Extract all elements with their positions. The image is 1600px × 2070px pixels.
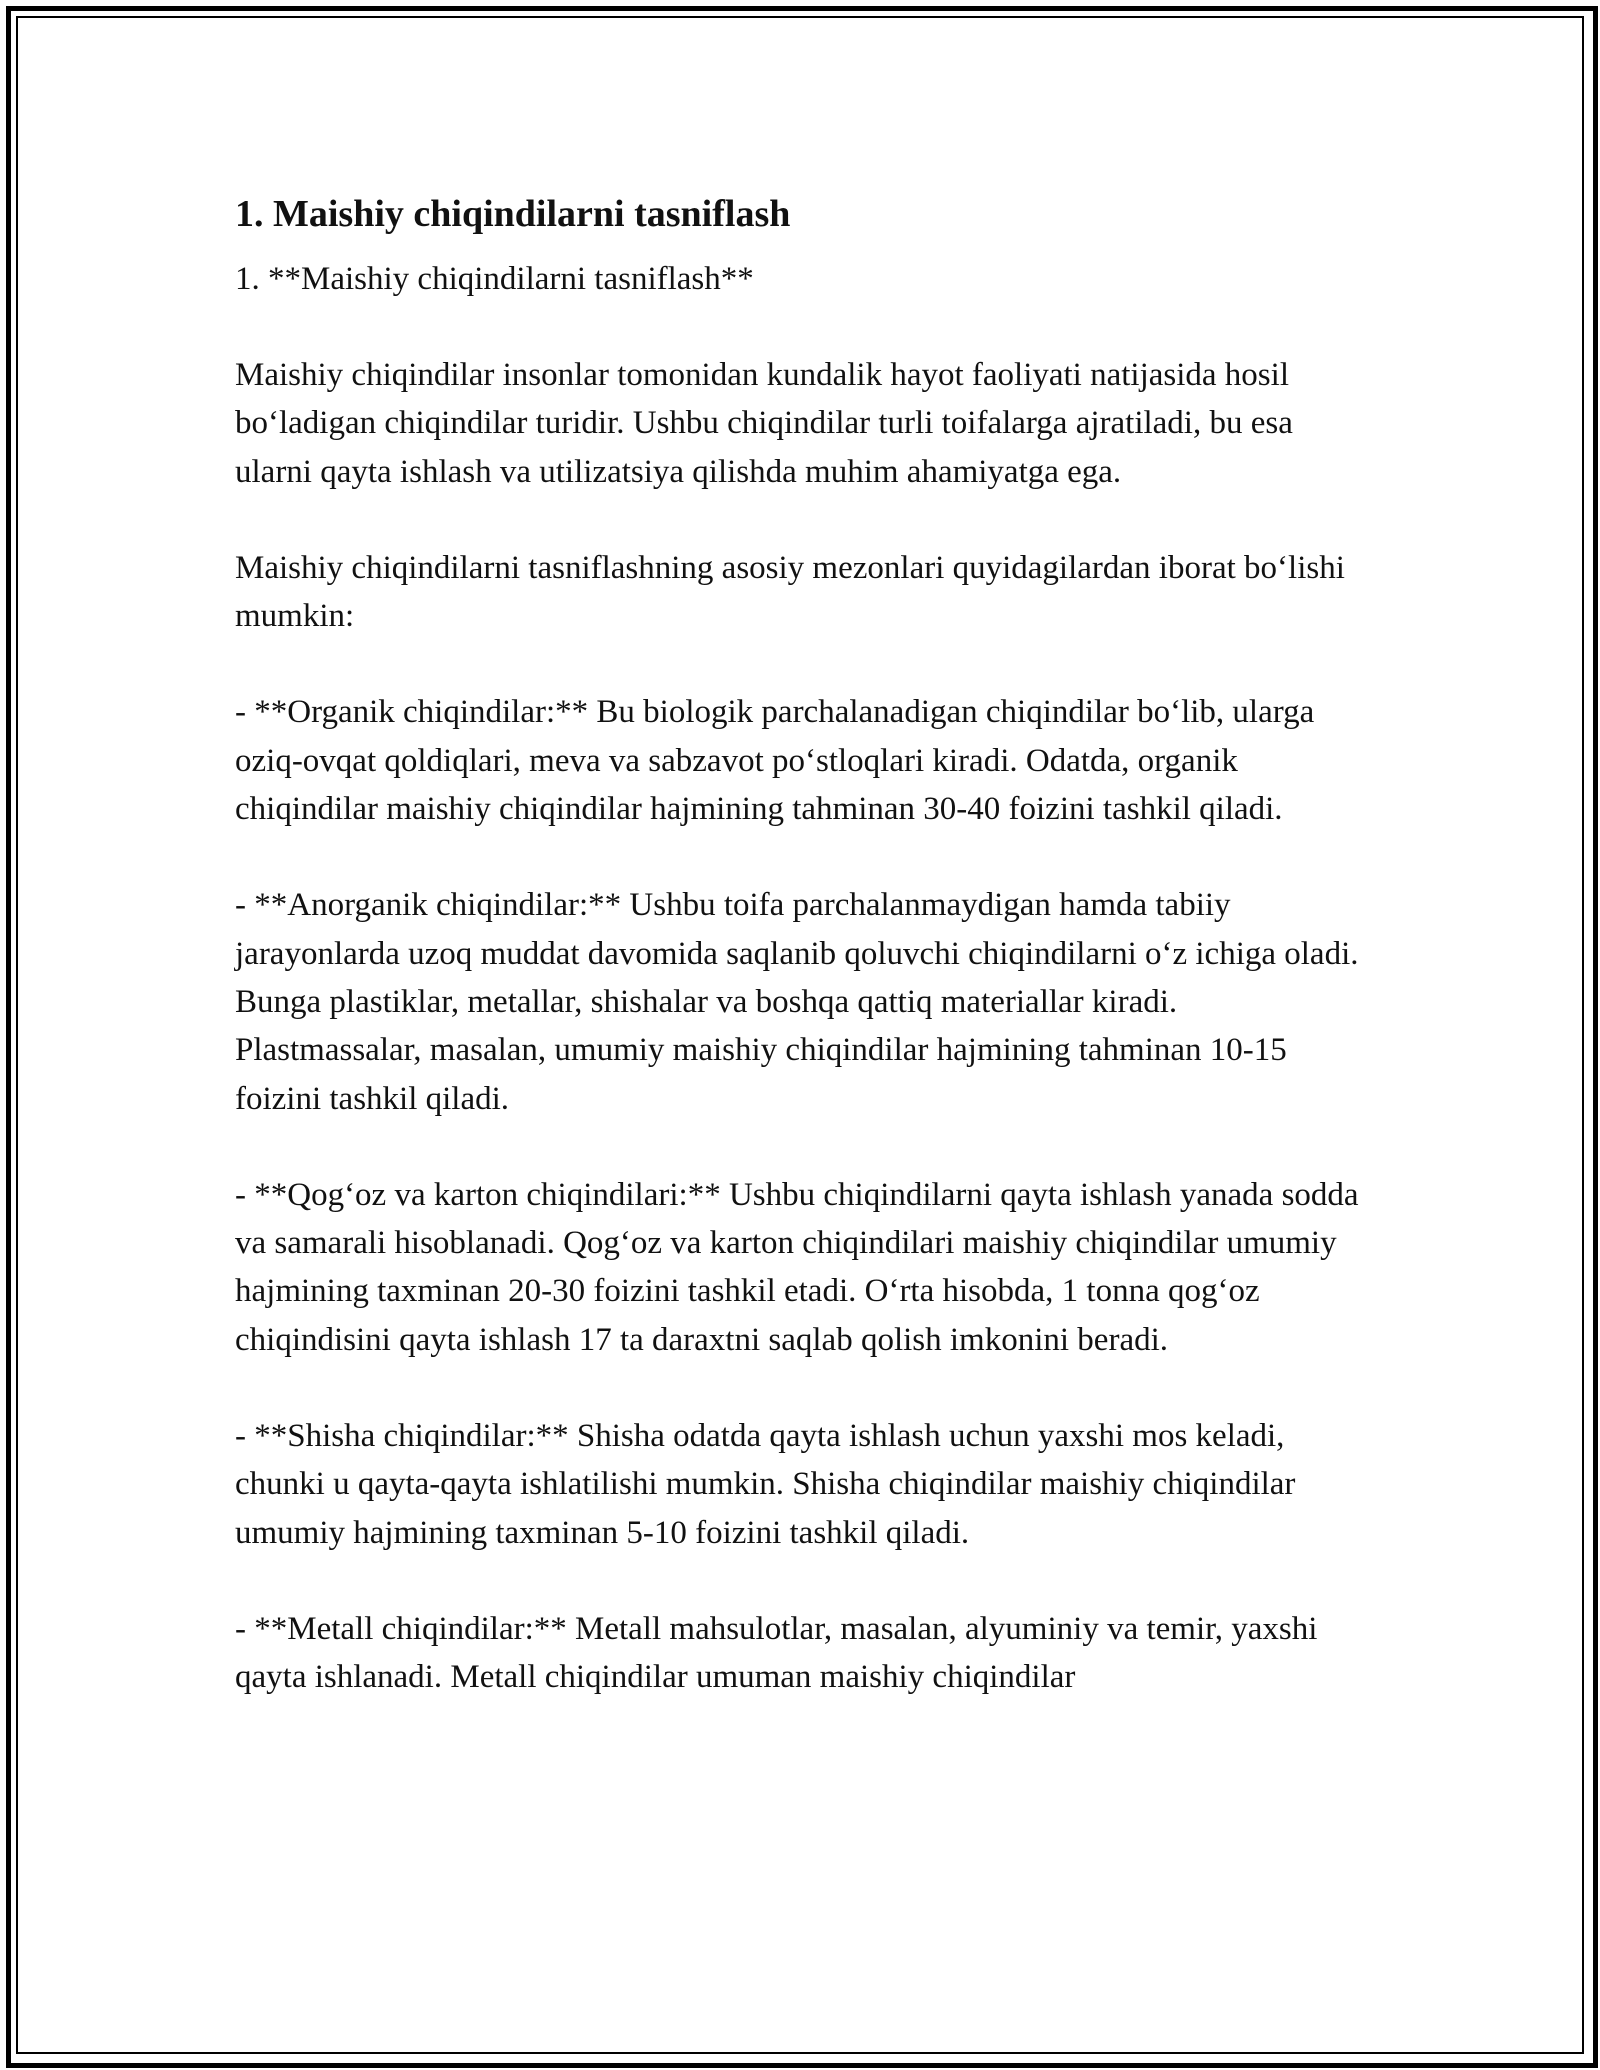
document-heading: 1. Maishiy chiqindilarni tasniflash — [235, 193, 791, 235]
document-body — [235, 185, 1365, 1702]
paragraph-criteria: Maishiy chiqindilarni tasniflashning asosiy mezonlari quyidagilardan iborat boʻlishi mumkin: — [235, 549, 1345, 635]
paragraph-paper: - **Qogʻoz va karton chiqindilari:** Ushbu chiqindilarni qayta ishlash yanada sodda va samarali hisoblanadi. Qogʻoz va karton chiqindilari maishiy chiqindilar umumiy hajmining taxminan 20-30 foizini tashkil etadi. Oʻrta hisobda, 1 tonna qogʻoz chiqindisini qayta ishlash 17 ta daraxtni saqlab qolish imkonini beradi. — [235, 1176, 1359, 1358]
paragraph-organic: - **Organik chiqindilar:** Bu biologik parchalanadigan chiqindilar boʻlib, ularga oziq-ovqat qoldiqlari, meva va sabzavot poʻstloqlari kiradi. Odatda, organik chiqindilar maishiy chiqindilar hajmining tahminan 30-40 foizini tashkil qiladi. — [235, 694, 1315, 828]
paragraph-metal: - **Metall chiqindilar:** Metall mahsulotlar, masalan, alyuminiy va temir, yaxshi qayta ishlanadi. Metall chiqindilar umuman maishiy chiqindilar — [235, 1610, 1318, 1696]
paragraph-intro: Maishiy chiqindilar insonlar tomonidan kundalik hayot faoliyati natijasida hosil boʻladigan chiqindilar turidir. Ushbu chiqindilar turli toifalarga ajratiladi, bu esa ularni qayta ishlash va utilizatsiya qilishda muhim ahamiyatga ega. — [235, 357, 1293, 490]
document-subheading: 1. **Maishiy chiqindilarni tasniflash** — [235, 261, 754, 297]
paragraph-glass: - **Shisha chiqindilar:** Shisha odatda qayta ishlash uchun yaxshi mos keladi, chunki u qayta-qayta ishlatilishi mumkin. Shisha chiqindilar maishiy chiqindilar umumiy hajmining taxminan 5-10 foizini tashkil qiladi. — [235, 1418, 1296, 1551]
paragraph-inorganic: - **Anorganik chiqindilar:** Ushbu toifa parchalanmaydigan hamda tabiiy jarayonlarda uzoq muddat davomida saqlanib qoluvchi chiqindilarni oʻz ichiga oladi. Bunga plastiklar, metallar, shishalar va boshqa qattiq materiallar kiradi. Plastmassalar, masalan, umumiy maishiy chiqindilar hajmining tahminan 10-15 foizini tashkil qiladi. — [235, 887, 1359, 1117]
